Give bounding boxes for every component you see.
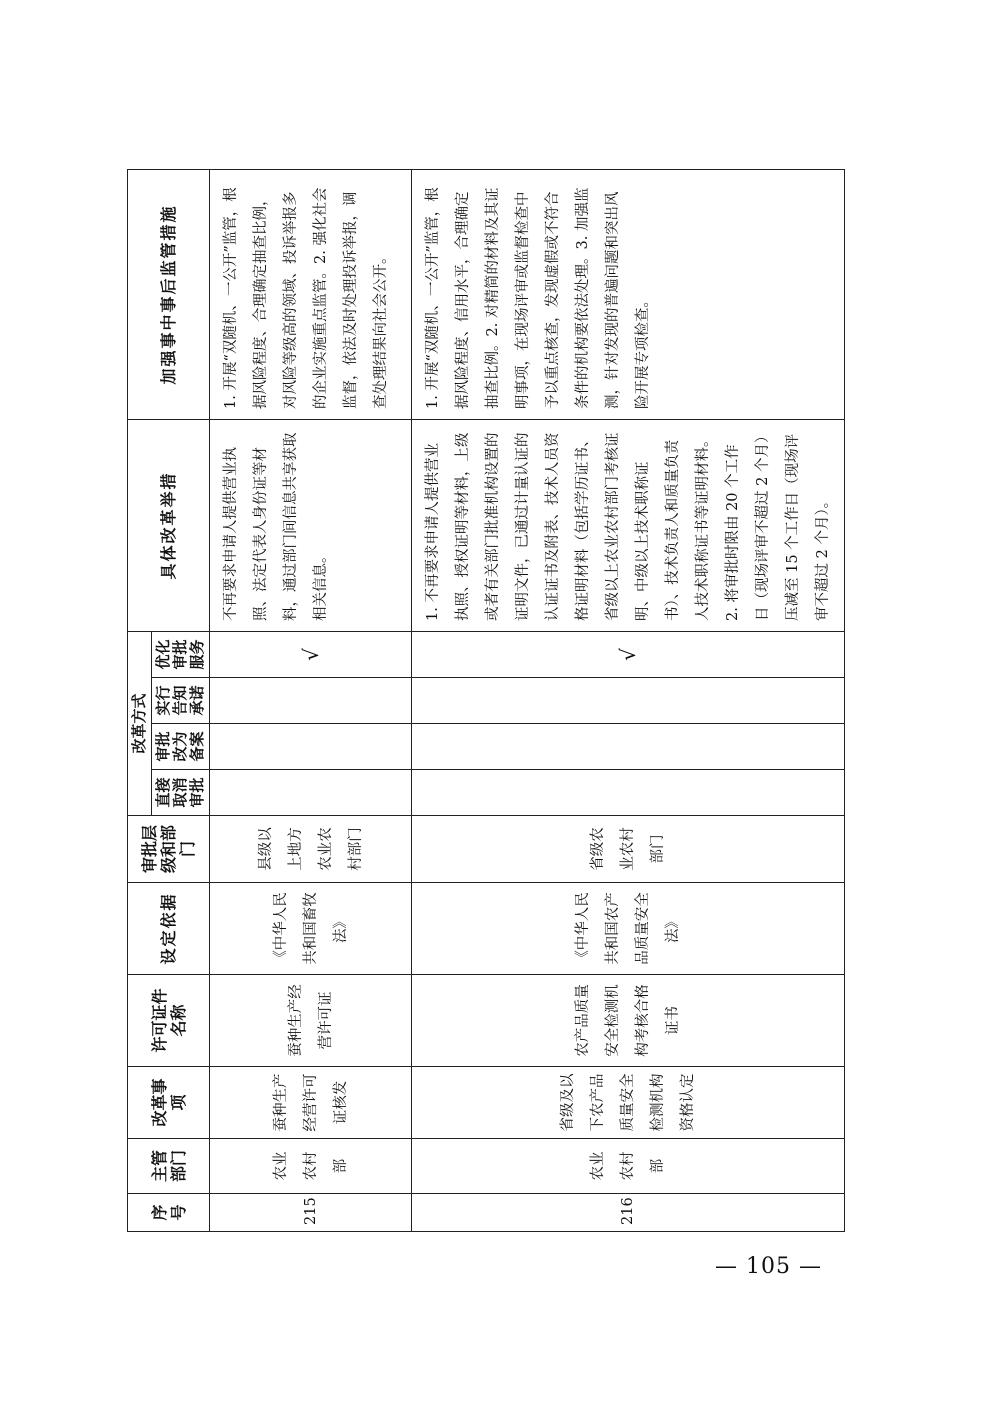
cell-supervision: 1. 开展“双随机、一公开”监管，根据风险程度、信用水平，合理确定抽查比例。2. 对精简的材料及其证明事项，在现场评审或监督检查中予以重点核查，发现虚假或不符合条件的机构要依法处理。3. 加强监测，针对发现的普遍问题和突出风险开展专项检查。 (412, 169, 845, 419)
header-item: 改革事项 (128, 1067, 210, 1139)
cell-item: 蚕种生产经营许可证核发 (210, 1067, 412, 1139)
cell-seq: 216 (412, 1194, 845, 1232)
cell-measures: 1. 不再要求申请人提供营业执照、授权证明等材料，上级或者有关部门批准机构设置的证明文件，已通过计量认证的认证证书及附表、技术人员资格证明材料（包括学历证书、省级以上农业农村部门考核证明、中级以上技术职称证书）、技术负责人和质量负责人技术职称证书等证明材料。2. 将审批时限由 20 个工作日（现场评审不超过 2 个月）压减至 15 个工作日（现场评审不超过 2 个月）。 (412, 419, 845, 631)
header-method-filing: 审批改为备案 (152, 724, 210, 770)
cell-dept: 农业农村部 (412, 1139, 845, 1194)
cell-item: 省级及以下农产品质量安全检测机构资格认定 (412, 1067, 845, 1139)
cell-method-filing (210, 724, 412, 770)
cell-method-cancel (412, 770, 845, 816)
header-level: 审批层级和部门 (128, 816, 210, 883)
header-method-commitment: 实行告知承诺 (152, 678, 210, 724)
cell-level: 县级以上地方农业农村部门 (210, 816, 412, 883)
header-supervision: 加强事中事后监管措施 (128, 169, 210, 419)
header-method-cancel: 直接取消审批 (152, 770, 210, 816)
check-mark: √ (412, 631, 845, 677)
table-row (210, 169, 412, 1231)
cell-license: 农产品质量安全检测机构考核合格证书 (412, 975, 845, 1067)
page-number: — 105 — (715, 1254, 822, 1279)
cell-dept: 农业农村部 (210, 1139, 412, 1194)
cell-level: 省级农业农村部门 (412, 816, 845, 883)
header-measures: 具体改革举措 (128, 419, 210, 631)
cell-method-commitment (210, 678, 412, 724)
cell-method-commitment (412, 678, 845, 724)
header-method-group: 改革方式 (128, 631, 152, 815)
cell-basis: 《中华人民共和国畜牧法》 (210, 883, 412, 975)
table-row (412, 169, 845, 1231)
cell-license: 蚕种生产经营许可证 (210, 975, 412, 1067)
header-dept: 主管部门 (128, 1139, 210, 1194)
header-method-optimize: 优化审批服务 (152, 631, 210, 677)
check-mark: √ (210, 631, 412, 677)
cell-supervision: 1. 开展“双随机、一公开”监管，根据风险程度、合理确定抽查比例，对风险等级高的领域、投诉举报多的企业实施重点监管。2. 强化社会监督，依法及时处理投诉举报，调查处理结果向社会公开。 (210, 169, 412, 419)
rotated-table-container (127, 170, 837, 1232)
cell-basis: 《中华人民共和国农产品质量安全法》 (412, 883, 845, 975)
header-basis: 设定依据 (128, 883, 210, 975)
header-seq: 序号 (128, 1194, 210, 1232)
cell-seq: 215 (210, 1194, 412, 1232)
cell-method-filing (412, 724, 845, 770)
reform-table (127, 169, 845, 1232)
cell-measures: 不再要求申请人提供营业执照、法定代表人身份证等材料，通过部门间信息共享获取相关信息。 (210, 419, 412, 631)
cell-method-cancel (210, 770, 412, 816)
header-license: 许可证件名称 (128, 975, 210, 1067)
